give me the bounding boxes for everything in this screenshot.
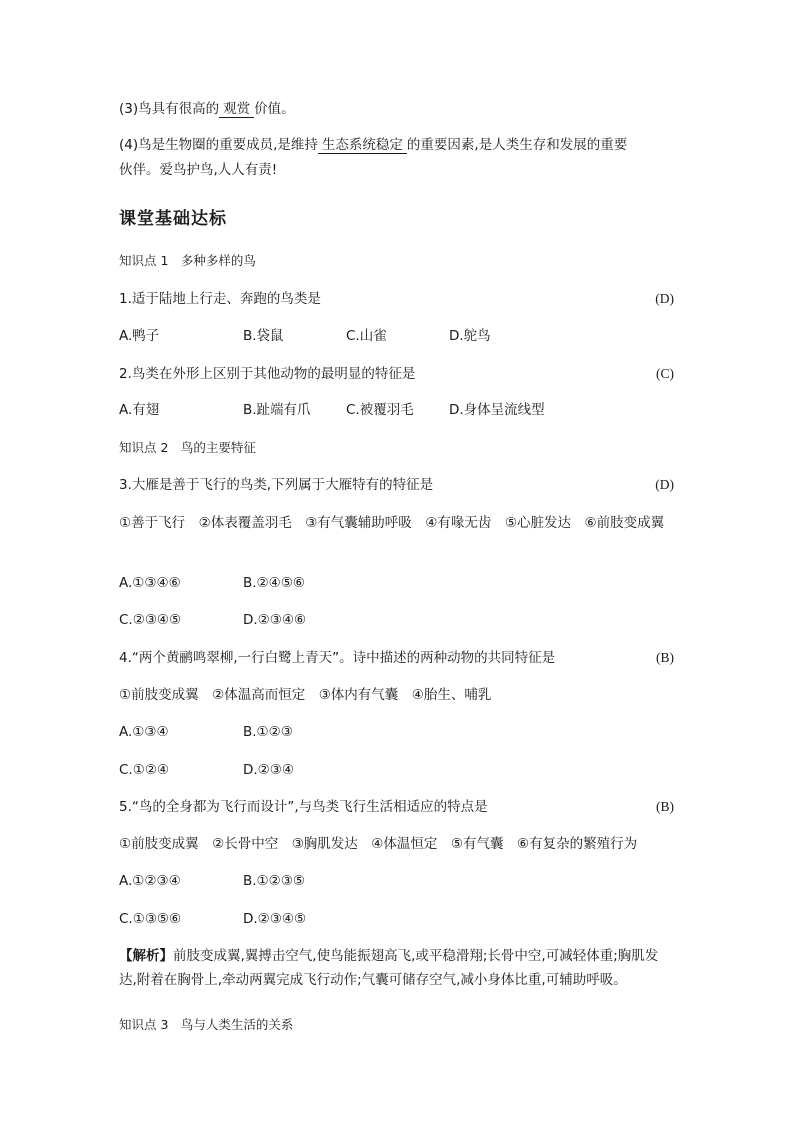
option-c: C.山雀 bbox=[346, 328, 387, 344]
fill-blank-answer: 生态系统稳定 bbox=[318, 137, 407, 154]
text: (4)鸟是生物圈的重要成员,是维持 bbox=[119, 137, 318, 153]
options-5-row1 bbox=[119, 871, 305, 891]
intro-p3 bbox=[119, 99, 295, 119]
items-3: ①善于飞行 ②体表覆盖羽毛 ③有气囊辅助呼吸 ④有喙无齿 ⑤心脏发达 ⑥前肢变成翼 bbox=[119, 515, 665, 531]
fill-blank-answer: 观赏 bbox=[219, 101, 254, 118]
option-b: B.①②③⑤ bbox=[243, 873, 305, 889]
option-b: B.趾端有爪 bbox=[243, 402, 311, 418]
answer-4: (B) bbox=[656, 650, 674, 665]
knowledge-point-2: 知识点 2 鸟的主要特征 bbox=[119, 440, 256, 455]
option-d: D.②③④⑤ bbox=[243, 911, 307, 927]
option-c: C.①③⑤⑥ bbox=[119, 911, 182, 927]
option-d: D.②③④ bbox=[243, 762, 294, 778]
option-a: A.①②③④ bbox=[119, 873, 181, 889]
question-1: 1.适于陆地上行走、奔跑的鸟类是 bbox=[119, 291, 321, 307]
intro-p4 bbox=[119, 135, 627, 155]
option-a: A.鸭子 bbox=[119, 328, 160, 344]
answer-2: (C) bbox=[656, 366, 674, 381]
option-c: C.①②④ bbox=[119, 762, 170, 778]
question-5: 5.“鸟的全身都为飞行而设计”,与鸟类飞行生活相适应的特点是 bbox=[119, 799, 488, 815]
option-b: B.①②③ bbox=[243, 724, 293, 740]
items-5: ①前肢变成翼 ②长骨中空 ③胸肌发达 ④体温恒定 ⑤有气囊 ⑥有复杂的繁殖行为 bbox=[119, 836, 638, 852]
question-3: 3.大雁是善于飞行的鸟类,下列属于大雁特有的特征是 bbox=[119, 477, 434, 493]
analysis bbox=[119, 944, 675, 992]
intro-p4-line2: 伙伴。爱鸟护鸟,人人有责! bbox=[119, 162, 278, 178]
text: 价值。 bbox=[254, 101, 295, 117]
option-a: A.①③④⑥ bbox=[119, 575, 181, 591]
options-3-row2 bbox=[119, 610, 306, 630]
options-3-row1 bbox=[119, 573, 305, 593]
options-1 bbox=[119, 326, 491, 346]
section-title: 课堂基础达标 bbox=[119, 209, 227, 229]
options-5-row2 bbox=[119, 909, 306, 929]
options-4-row2 bbox=[119, 760, 294, 780]
question-4: 4.“两个黄鹂鸣翠柳,一行白鹭上青天”。诗中描述的两种动物的共同特征是 bbox=[119, 650, 556, 666]
text: (3)鸟具有很高的 bbox=[119, 101, 220, 117]
option-a: A.①③④ bbox=[119, 724, 169, 740]
knowledge-point-1: 知识点 1 多种多样的鸟 bbox=[119, 253, 256, 268]
answer-1: (D) bbox=[655, 291, 674, 306]
options-2 bbox=[119, 400, 545, 420]
option-b: B.袋鼠 bbox=[243, 328, 284, 344]
option-b: B.②④⑤⑥ bbox=[243, 575, 305, 591]
option-d: D.②③④⑥ bbox=[243, 612, 307, 628]
option-d: D.鸵鸟 bbox=[449, 328, 491, 344]
option-d: D.身体呈流线型 bbox=[449, 402, 545, 418]
option-c: C.②③④⑤ bbox=[119, 612, 182, 628]
analysis-text: 前肢变成翼,翼搏击空气,使鸟能振翅高飞,或平稳滑翔;长骨中空,可减轻体重;胸肌发达,附着在胸骨上,牵动两翼完成飞行动作;气囊可储存空气,减小身体比重,可辅助呼吸。 bbox=[119, 948, 659, 988]
text: 的重要因素,是人类生存和发展的重要 bbox=[406, 137, 628, 153]
answer-5: (B) bbox=[656, 799, 674, 814]
knowledge-point-3: 知识点 3 鸟与人类生活的关系 bbox=[119, 1017, 294, 1032]
analysis-tag: 【解析】 bbox=[119, 948, 173, 964]
question-2: 2.鸟类在外形上区别于其他动物的最明显的特征是 bbox=[119, 366, 416, 382]
answer-3: (D) bbox=[655, 477, 674, 492]
option-a: A.有翅 bbox=[119, 402, 160, 418]
options-4-row1 bbox=[119, 722, 293, 742]
items-4: ①前肢变成翼 ②体温高而恒定 ③体内有气囊 ④胎生、哺乳 bbox=[119, 687, 492, 703]
option-c: C.被覆羽毛 bbox=[346, 402, 414, 418]
